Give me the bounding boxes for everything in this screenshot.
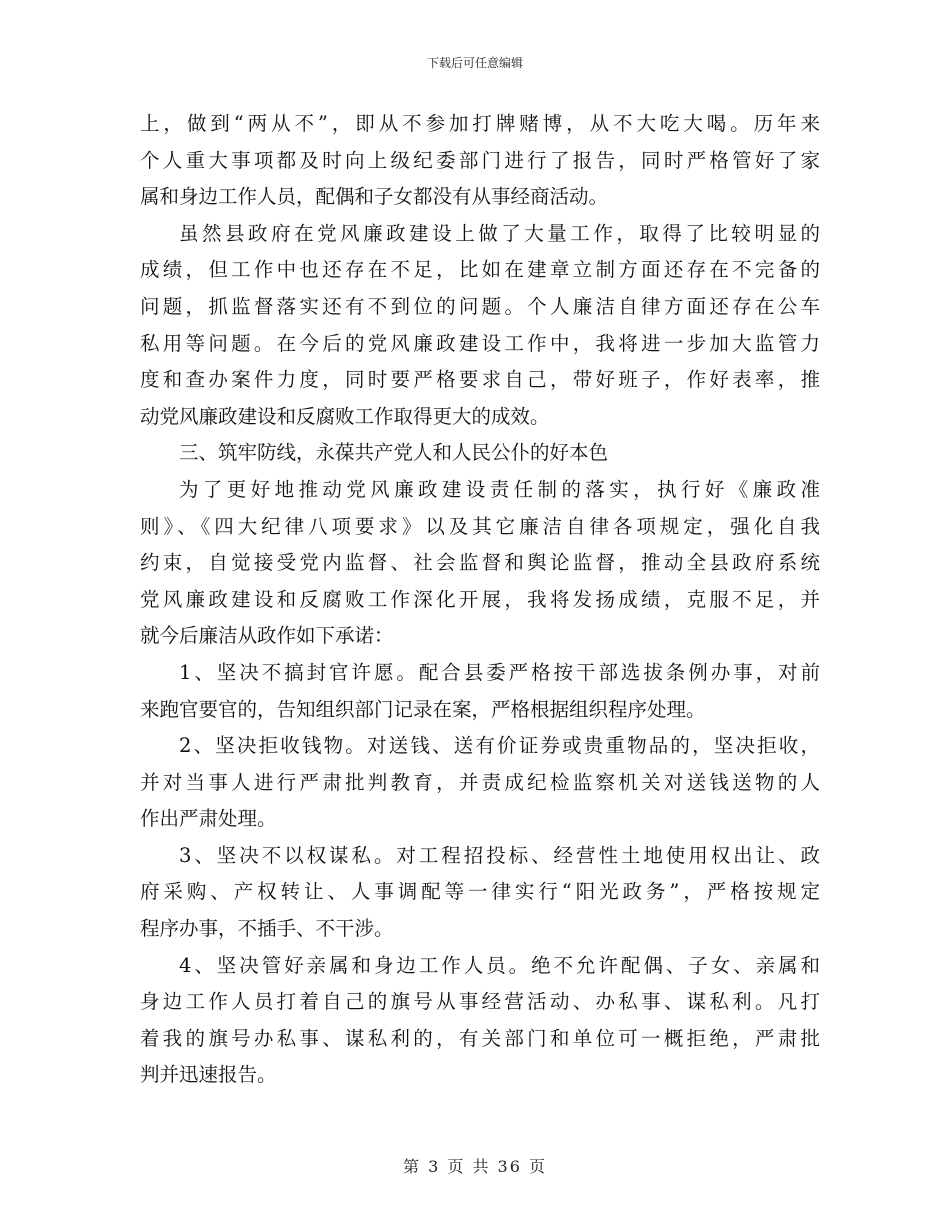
text-line: 1、坚决不搞封官许愿。配合县委严格按干部选拔条例办事，对前 [179, 660, 820, 684]
text-line: 程序办事，不插手、不干涉。 [140, 917, 394, 941]
text-line: 成绩，但工作中也还存在不足，比如在建章立制方面还存在不完备的 [140, 258, 820, 282]
text-line: 个人重大事项都及时向上级纪委部门进行了报告，同时严格管好了家 [140, 148, 820, 172]
text-line: 约束，自觉接受党内监督、社会监督和舆论监督，推动全县政府系统 [140, 551, 820, 575]
text-line: 并对当事人进行严肃批判教育，并责成纪检监察机关对送钱送物的人 [140, 770, 820, 794]
page-header: 下载后可任意编辑 [426, 56, 523, 70]
document-body [140, 106, 820, 1094]
text-line: 私用等问题。在今后的党风廉政建设工作中，我将进一步加大监管力 [140, 331, 820, 355]
text-line: 虽然县政府在党风廉政建设上做了大量工作，取得了比较明显的 [179, 221, 820, 245]
text-line: 4、坚决管好亲属和身边工作人员。绝不允许配偶、子女、亲属和 [179, 953, 820, 977]
page-footer: 第 3 页 共 36 页 [403, 1157, 547, 1176]
text-line: 为了更好地推动党风廉政建设责任制的落实，执行好《廉政准 [179, 477, 820, 501]
text-line: 身边工作人员打着自己的旗号从事经营活动、办私事、谋私利。凡打 [140, 990, 820, 1014]
text-line: 作出严肃处理。 [140, 807, 277, 831]
text-line: 度和查办案件力度，同时要严格要求自己，带好班子，作好表率，推 [140, 368, 820, 392]
text-line: 来跑官要官的，告知组织部门记录在案，严格根据组织程序处理。 [140, 697, 706, 721]
text-line: 2、坚决拒收钱物。对送钱、送有价证券或贵重物品的，坚决拒收， [179, 734, 820, 758]
text-line: 属和身边工作人员，配偶和子女都没有从事经商活动。 [140, 185, 609, 209]
text-line: 府采购、产权转让、人事调配等一律实行“阳光政务”，严格按规定 [140, 880, 820, 904]
text-line: 党风廉政建设和反腐败工作深化开展，我将发扬成绩，克服不足，并 [140, 587, 820, 611]
text-line: 问题，抓监督落实还有不到位的问题。个人廉洁自律方面还存在公车 [140, 294, 820, 318]
text-line: 3、坚决不以权谋私。对工程招投标、经营性土地使用权出让、政 [179, 843, 820, 867]
text-line: 就今后廉洁从政作如下承诺： [140, 624, 394, 648]
text-line: 则》、《四大纪律八项要求》以及其它廉洁自律各项规定，强化自我 [140, 514, 820, 538]
text-line: 动党风廉政建设和反腐败工作取得更大的成效。 [140, 404, 550, 428]
text-line: 上，做到“两从不”，即从不参加打牌赌博，从不大吃大喝。历年来 [140, 112, 820, 135]
text-line: 三、筑牢防线，永葆共产党人和人民公仆的好本色 [179, 441, 609, 465]
text-line: 着我的旗号办私事、谋私利的，有关部门和单位可一概拒绝，严肃批 [140, 1026, 820, 1050]
text-line: 判并迅速报告。 [140, 1063, 277, 1087]
